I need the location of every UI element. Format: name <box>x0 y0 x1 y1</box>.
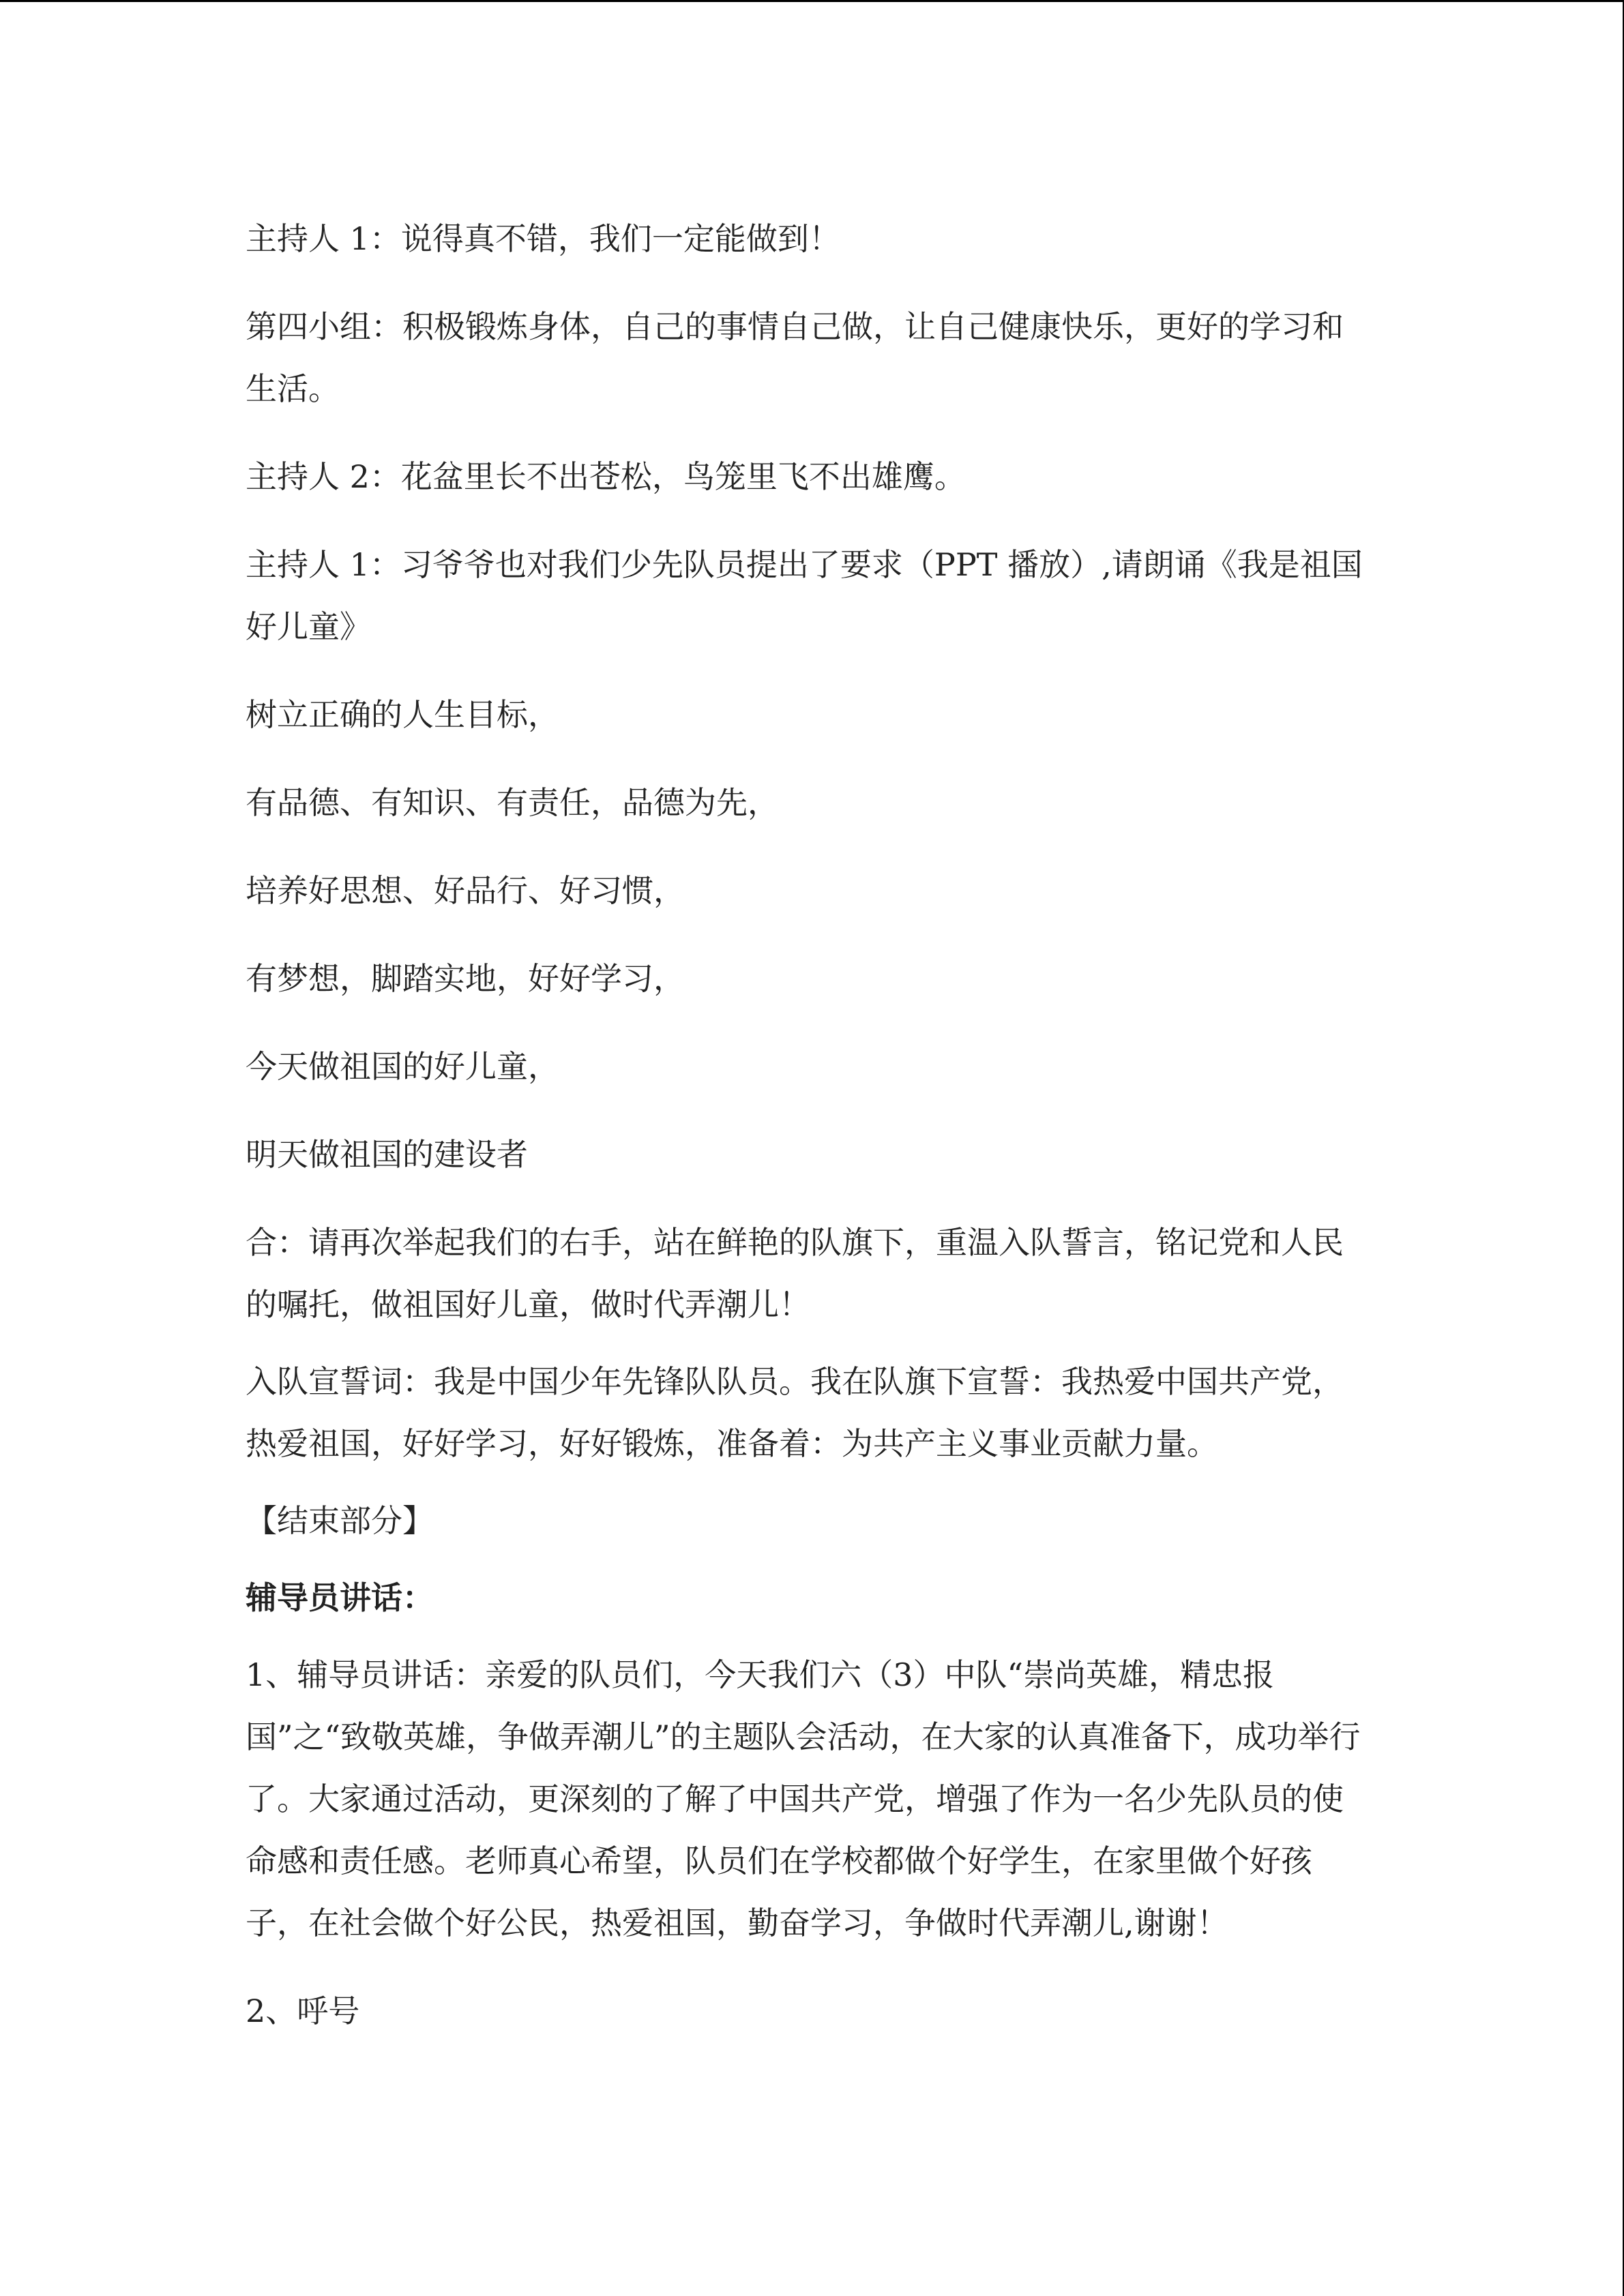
paragraph-group4: 第四小组：积极锻炼身体，自己的事情自己做，让自己健康快乐，更好的学习和生活。 <box>246 308 1344 407</box>
heading-counselor-speech: 辅导员讲话： <box>246 1579 434 1616</box>
poem-line-5: 今天做祖国的好儿童， <box>246 1048 559 1085</box>
paragraph-together: 合：请再次举起我们的右手，站在鲜艳的队旗下，重温入队誓言，铭记党和人民的嘱托，做祖国好儿童，做时代弄潮儿！ <box>246 1224 1344 1323</box>
page-top-border <box>0 0 1624 2</box>
poem-line-6: 明天做祖国的建设者 <box>246 1136 528 1173</box>
poem-line-4: 有梦想，脚踏实地，好好学习， <box>246 960 685 997</box>
document-page <box>246 208 1364 2042</box>
paragraph-host1-request: 主持人 1：习爷爷也对我们少先队员提出了要求（PPT 播放）,请朗诵《我是祖国好儿童》 <box>246 546 1363 645</box>
poem-line-2: 有品德、有知识、有责任，品德为先， <box>246 784 779 821</box>
poem-line-3: 培养好思想、好品行、好习惯， <box>246 872 685 909</box>
paragraph-counselor-speech: 1、辅导员讲话：亲爱的队员们，今天我们六（3）中队“崇尚英雄，精忠报国”之“致敬英雄，争做弄潮儿”的主题队会活动，在大家的认真准备下，成功举行了。大家通过活动，更深刻的了解了中国共产党，增强了作为一名少先队员的使命感和责任感。老师真心希望，队员们在学校都做个好学生，在家里做个好孩子，在社会做个好公民，热爱祖国，勤奋学习，争做时代弄潮儿,谢谢！ <box>246 1656 1361 1941</box>
paragraph-host2: 主持人 2：花盆里长不出苍松，鸟笼里飞不出雄鹰。 <box>246 458 966 495</box>
section-heading-ending: 【结束部分】 <box>246 1502 434 1539</box>
poem-line-1: 树立正确的人生目标， <box>246 696 559 733</box>
paragraph-slogan: 2、呼号 <box>246 1993 360 2029</box>
paragraph-oath: 入队宣誓词：我是中国少年先锋队队员。我在队旗下宣誓：我热爱中国共产党，热爱祖国，好好学习，好好锻炼，准备着：为共产主义事业贡献力量。 <box>246 1363 1344 1462</box>
paragraph-host1-reply: 主持人 1：说得真不错，我们一定能做到！ <box>246 220 840 257</box>
